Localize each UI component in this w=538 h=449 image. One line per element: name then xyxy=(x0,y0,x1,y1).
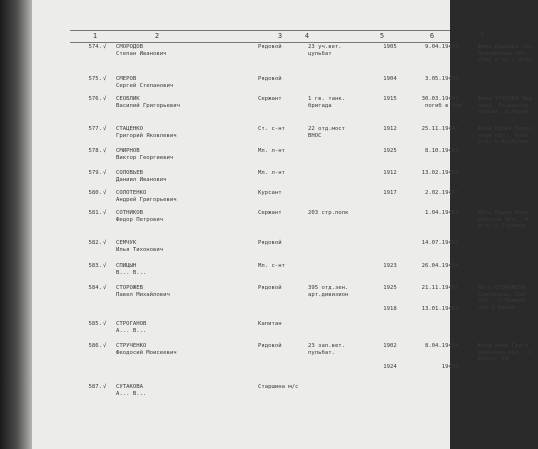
death-date: 8.10.1946г. xyxy=(424,148,462,154)
next-of-kin-line: Пензенская обл., xyxy=(478,50,532,57)
row-number: 582. xyxy=(88,240,102,246)
header-col-7: 7 xyxy=(479,32,485,40)
person-name-line: СМОРОДОВ xyxy=(116,44,143,50)
book-spine xyxy=(0,0,36,449)
next-of-kin xyxy=(478,210,538,230)
military-rank: Капитан xyxy=(258,321,282,327)
next-of-kin-line: Донецкая обл., С xyxy=(478,349,532,356)
death-date: 13.02.1945г. xyxy=(421,170,462,176)
row-number: 584. xyxy=(88,285,102,291)
person-name-line: СОЛОТЕНКО xyxy=(116,190,147,196)
row-number: 585. xyxy=(88,321,102,327)
check-mark-icon: √ xyxy=(103,44,107,50)
check-mark-icon: √ xyxy=(103,240,107,246)
person-name-line: СУТАКОВА xyxy=(116,384,143,390)
death-date: 1.04.1946г. xyxy=(424,210,462,216)
military-rank: Мл. л-нт xyxy=(258,170,285,176)
row-number: 578. xyxy=(88,148,102,154)
military-unit-line: пульбат. xyxy=(308,349,335,356)
next-of-kin-line: р-н, с.Стровер xyxy=(478,223,526,229)
check-mark-icon: √ xyxy=(103,263,107,269)
person-name-line: СМЕРОВ xyxy=(116,76,137,82)
person-name-line: Виктор Георгиевич xyxy=(116,154,174,161)
next-of-kin-line: бедовк, д.Черем xyxy=(478,109,529,115)
birth-year: 1917 xyxy=(383,190,397,196)
birth-year: 1912 xyxy=(383,170,397,176)
birth-year: 1925 xyxy=(383,285,397,291)
person-name-line: А... В... xyxy=(116,390,147,397)
row-number: 586. xyxy=(88,343,102,349)
military-unit xyxy=(308,343,372,356)
person-name-line: СМИРНОВ xyxy=(116,148,140,154)
military-unit xyxy=(308,210,372,217)
person-name-line: СТАЦЕНКО xyxy=(116,126,143,132)
person-name-line: Степан Иванович xyxy=(116,50,167,57)
military-unit xyxy=(308,126,372,139)
person-name-line: СОТНИКОВ xyxy=(116,210,143,216)
next-of-kin-line: ковская обл., Н xyxy=(478,216,529,223)
person-name-line: А... В... xyxy=(116,327,147,334)
next-of-kin-line: ский р-н, с.Усол xyxy=(478,57,532,63)
person-name xyxy=(116,76,220,89)
military-unit-line: 23 зап.вет. xyxy=(308,343,346,349)
person-name-line: СПИЦЫН xyxy=(116,263,137,269)
next-of-kin-line: Мать Мария Изон xyxy=(478,210,529,216)
person-name xyxy=(116,44,220,57)
military-unit-line: арт.дивизион xyxy=(308,291,349,298)
military-rank: Курсант xyxy=(258,190,282,196)
person-name xyxy=(116,263,220,276)
military-unit-line: 203 стр.полк xyxy=(308,210,349,216)
person-name-line: СОЛОВЬЕВ xyxy=(116,170,143,176)
row-number: 574. xyxy=(88,44,102,50)
header-col-4: 4 xyxy=(304,32,310,40)
row-number: 579. xyxy=(88,170,102,176)
next-of-kin xyxy=(478,44,538,64)
birth-year: 1912 xyxy=(383,126,397,132)
next-of-kin-line: Жена Анна Григо xyxy=(478,343,529,349)
next-of-kin-line: ская обл., Кубо xyxy=(478,132,529,139)
header-col-1: 1 xyxy=(92,32,98,40)
person-name-line: Даниил Иванович xyxy=(116,176,167,183)
military-unit-line: 22 отд.мост xyxy=(308,126,346,132)
death-date: 8.04.1945г. xyxy=(424,343,462,349)
person-name-line: Сергей Степанович xyxy=(116,82,174,89)
military-unit xyxy=(308,96,372,109)
birth-year: 1905 xyxy=(383,44,397,50)
next-of-kin xyxy=(478,126,538,146)
death-date: 3.05.1945г. xyxy=(424,76,462,82)
row-number: 587. xyxy=(88,384,102,390)
military-rank: Сержант xyxy=(258,210,282,216)
person-name xyxy=(116,210,220,223)
military-rank: Рядовой xyxy=(258,44,282,50)
military-unit-line: 395 отд.зен. xyxy=(308,285,349,291)
check-mark-icon: √ xyxy=(103,148,107,154)
check-mark-icon: √ xyxy=(103,210,107,216)
person-name xyxy=(116,126,220,139)
next-of-kin xyxy=(478,96,538,116)
military-unit-line: бригада xyxy=(308,102,332,109)
next-of-kin-line: пос.Э-Южный xyxy=(478,304,516,311)
next-of-kin-line: Семеновна, Смо xyxy=(478,291,526,298)
row-number: 581. xyxy=(88,210,102,216)
birth-year: 1923 xyxy=(383,263,397,269)
death-date: 25.11.1944г. xyxy=(421,126,462,132)
person-name-line: В... В... xyxy=(116,269,147,276)
header-col-3: 3 xyxy=(277,32,283,40)
military-rank: Рядовой xyxy=(258,285,282,291)
row-number: 577. xyxy=(88,126,102,132)
person-name xyxy=(116,343,220,356)
military-unit xyxy=(308,285,372,298)
header-col-2: 2 xyxy=(154,32,160,40)
person-name-line: СЕОБЛИК xyxy=(116,96,140,102)
death-date: 14.07.1945г. xyxy=(421,240,462,246)
check-mark-icon: √ xyxy=(103,190,107,196)
person-name-line: СТРУЧЕНКО xyxy=(116,343,147,349)
death-date: 26.04.1945г. xyxy=(421,263,462,269)
birth-year: 1925 xyxy=(383,148,397,154)
header-col-5: 5 xyxy=(379,32,385,40)
next-of-kin-line: р-н, с.Курбутин xyxy=(478,139,529,145)
next-of-kin-line: Жена Варвара Сем xyxy=(478,44,532,50)
military-rank: Мл. с-нт xyxy=(258,263,285,269)
person-name-line: Павел Михайлович xyxy=(116,291,170,298)
person-name xyxy=(116,240,220,253)
person-name-line: Феодосий Моисеевич xyxy=(116,349,177,356)
check-mark-icon: √ xyxy=(103,384,107,390)
military-rank: Мл. л-нт xyxy=(258,148,285,154)
check-mark-icon: √ xyxy=(103,126,107,132)
military-unit-line: цульбат xyxy=(308,50,332,57)
person-name xyxy=(116,170,220,183)
table-header xyxy=(70,30,485,43)
next-of-kin xyxy=(478,285,538,311)
check-mark-icon: √ xyxy=(103,285,107,291)
death-date: 9.04.1945г. xyxy=(424,44,462,50)
row-number: 575. xyxy=(88,76,102,82)
person-name-line: СТРОГАНОВ xyxy=(116,321,147,327)
military-rank: Рядовой xyxy=(258,343,282,349)
birth-year: 1924 xyxy=(383,364,397,370)
person-name-line: Илья Тихонович xyxy=(116,246,164,253)
next-of-kin-line: овна, Рязанская xyxy=(478,102,529,109)
military-rank: Сержант xyxy=(258,96,282,102)
person-name xyxy=(116,321,220,334)
row-number: 583. xyxy=(88,263,102,269)
header-col-6: 6 xyxy=(429,32,435,40)
row-number: 580. xyxy=(88,190,102,196)
death-date: 21.11.1945г. xyxy=(421,285,462,291)
military-rank: Рядовой xyxy=(258,240,282,246)
birth-year: 1902 xyxy=(383,343,397,349)
next-of-kin-line: Жена Мария Павло xyxy=(478,126,532,132)
next-of-kin-line: Шахта, 18 xyxy=(478,356,509,362)
row-number: 576. xyxy=(88,96,102,102)
person-name-line: Андрей Григорьевич xyxy=(116,196,177,203)
person-name-line: Григорий Яковлевич xyxy=(116,132,177,139)
next-of-kin-line: обл., г.Нижний xyxy=(478,298,526,304)
check-mark-icon: √ xyxy=(103,343,107,349)
death-date: 13.01.1946г. xyxy=(421,306,462,312)
person-name-line: Федор Петрович xyxy=(116,216,164,223)
document-page xyxy=(32,0,532,449)
check-mark-icon: √ xyxy=(103,321,107,327)
next-of-kin-line: Мать СТОРОЖЕВА xyxy=(478,285,526,291)
fate-note: погиб в бою xyxy=(424,103,462,109)
next-of-kin-line: Жена ТРУСОВА Лид xyxy=(478,96,532,102)
person-name-line: СЕМЧУК xyxy=(116,240,137,246)
person-name xyxy=(116,285,220,298)
death-date: 1945г. xyxy=(441,364,462,370)
military-unit xyxy=(308,44,372,57)
birth-year: 1918 xyxy=(383,306,397,312)
person-name xyxy=(116,148,220,161)
person-name-line: СТОРОЖЕВ xyxy=(116,285,143,291)
military-unit-line: 23 уч.вет. xyxy=(308,44,342,50)
person-name xyxy=(116,96,220,109)
check-mark-icon: √ xyxy=(103,96,107,102)
death-date: 30.03.1944г. xyxy=(421,96,462,102)
next-of-kin xyxy=(478,343,538,363)
military-rank: Ст. с-нт xyxy=(258,126,285,132)
military-unit-line: 1 гв. танк. xyxy=(308,96,346,102)
person-name xyxy=(116,384,220,397)
check-mark-icon: √ xyxy=(103,76,107,82)
check-mark-icon: √ xyxy=(103,170,107,176)
military-rank: Старшина м/с xyxy=(258,384,299,390)
military-unit-line: ВНОС xyxy=(308,132,322,139)
military-rank: Рядовой xyxy=(258,76,282,82)
birth-year: 1904 xyxy=(383,76,397,82)
death-date: 2.02.1945г. xyxy=(424,190,462,196)
person-name-line: Василий Григорьевич xyxy=(116,102,180,109)
birth-year: 1915 xyxy=(383,96,397,102)
person-name xyxy=(116,190,220,203)
